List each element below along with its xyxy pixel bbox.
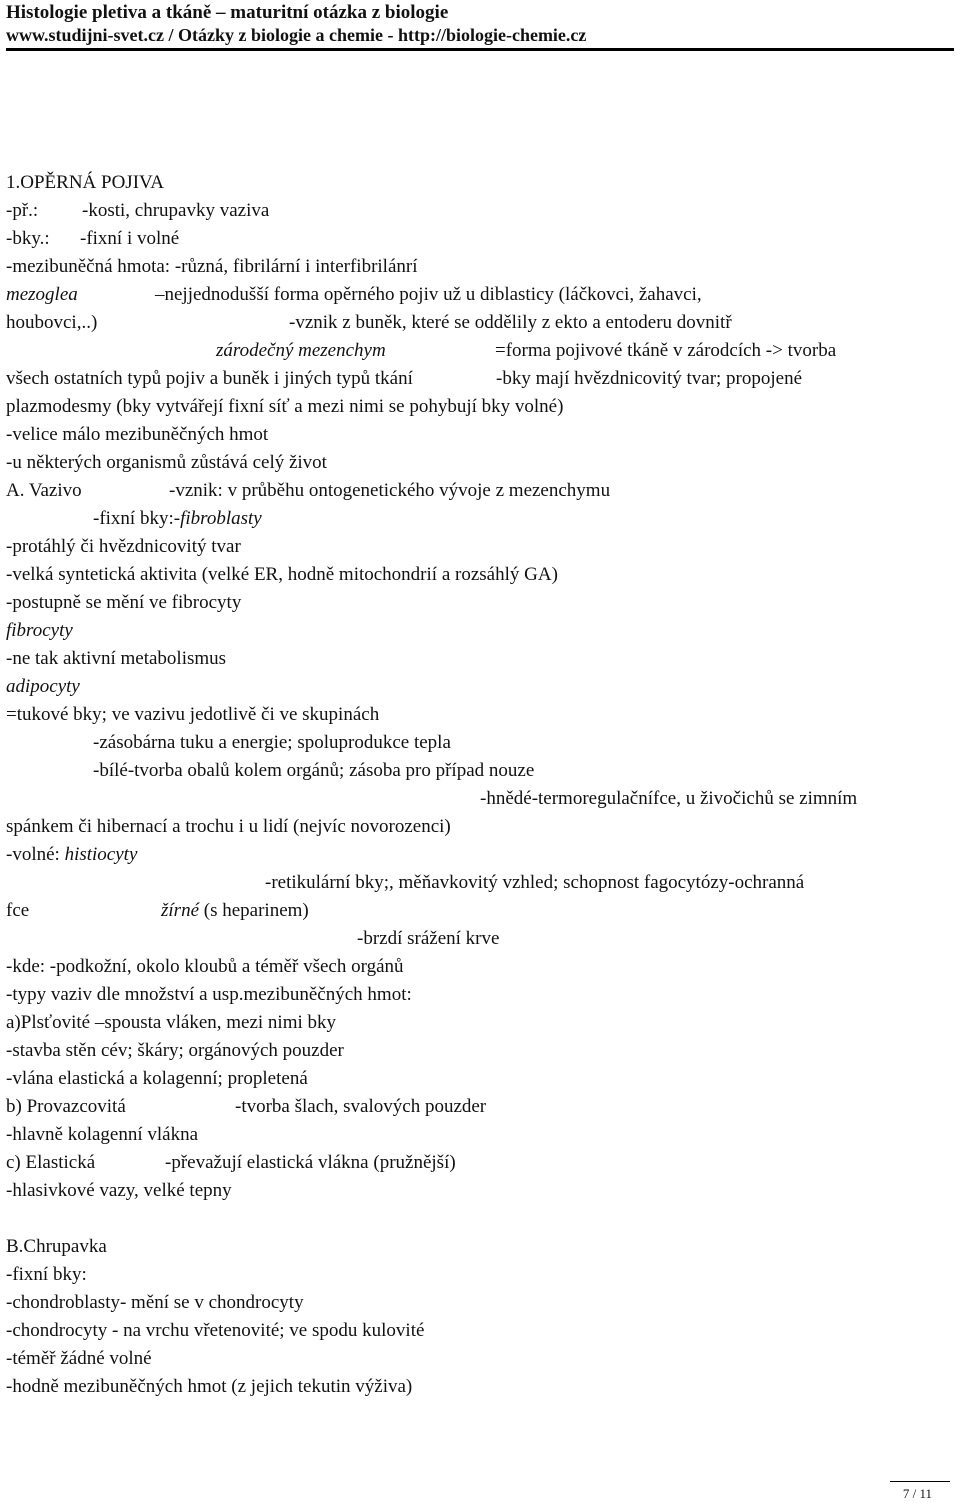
term-italic: mezoglea	[6, 284, 78, 305]
text-line: -hnědé-termoregulačnífce, u živočichů se zimním	[480, 788, 858, 809]
footer-divider	[890, 1481, 950, 1482]
text-line: -velice málo mezibuněčných hmot	[6, 424, 269, 445]
text-line: c) Elastická	[6, 1152, 96, 1173]
text-line: -fixní i volné	[80, 228, 180, 249]
text-line: -zásobárna tuku a energie; spoluprodukce tepla	[93, 732, 451, 753]
text-line: -chondroblasty- mění se v chondrocyty	[6, 1292, 304, 1313]
text-span: -fixní bky:-	[93, 508, 181, 529]
text-line: =forma pojivové tkáně v zárodcích -> tvorba	[495, 340, 837, 361]
term-italic: adipocyty	[6, 676, 80, 697]
text-line: houbovci,..)	[6, 312, 98, 333]
text-line: =tukové bky; ve vazivu jedotlivě či ve skupinách	[6, 704, 380, 725]
text-line: -vznik z buněk, které se oddělily z ekto a entoderu dovnitř	[289, 312, 732, 333]
text-line: a)Plsťovité –spousta vláken, mezi nimi bky	[6, 1012, 337, 1033]
page-number: 7 / 11	[902, 1486, 932, 1501]
text-line: -postupně se mění ve fibrocyty	[6, 592, 242, 613]
text-line	[161, 900, 309, 922]
text-line: -bílé-tvorba obalů kolem orgánů; zásoba pro případ nouze	[93, 760, 535, 781]
source-url: www.studijni-svet.cz / Otázky z biologie a chemie - http://biologie-chemie.cz	[6, 25, 587, 45]
text-line: spánkem či hibernací a trochu i u lidí (nejvíc novorozenci)	[6, 816, 451, 837]
term-italic: fibrocyty	[6, 620, 73, 641]
term-italic: zárodečný mezenchym	[216, 340, 386, 361]
text-line: -př.:	[6, 200, 39, 221]
text-line: -u některých organismů zůstává celý život	[6, 452, 327, 473]
text-span: (s heparinem)	[199, 900, 309, 921]
text-line: -téměř žádné volné	[6, 1348, 152, 1369]
text-line	[93, 508, 262, 530]
text-line: -kosti, chrupavky vaziva	[82, 200, 270, 221]
term-italic: žírné	[161, 900, 199, 921]
text-line: –nejjednodušší forma opěrného pojiv už u diblasticy (láčkovci, žahavci,	[155, 284, 702, 305]
text-line: -převažují elastická vlákna (pružnější)	[165, 1152, 456, 1173]
document-title: Histologie pletiva a tkáně – maturitní otázka z biologie	[6, 2, 449, 23]
section-heading: 1.OPĚRNÁ POJIVA	[6, 172, 165, 193]
text-line: -hlasivkové vazy, velké tepny	[6, 1180, 232, 1201]
text-line: -hlavně kolagenní vlákna	[6, 1124, 199, 1145]
text-span: -volné:	[6, 844, 65, 865]
text-line: -vznik: v průběhu ontogenetického vývoje z mezenchymu	[169, 480, 611, 501]
text-line: -chondrocyty - na vrchu vřetenovité; ve spodu kulovité	[6, 1320, 425, 1341]
term-italic: histiocyty	[64, 844, 138, 865]
text-line: -vlána elastická a kolagenní; propletená	[6, 1068, 308, 1089]
text-line: -velká syntetická aktivita (velké ER, hodně mitochondrií a rozsáhlý GA)	[6, 564, 558, 585]
text-line: -kde: -podkožní, okolo kloubů a téměř všech orgánů	[6, 956, 404, 977]
section-heading: A. Vazivo	[6, 480, 82, 501]
text-line	[6, 844, 137, 866]
section-heading: B.Chrupavka	[6, 1236, 107, 1257]
text-line: -mezibuněčná hmota: -různá, fibrilární i interfibrilánrí	[6, 256, 418, 277]
text-line: -typy vaziv dle množství a usp.mezibuněčných hmot:	[6, 984, 412, 1005]
text-line: -brzdí srážení krve	[357, 928, 500, 949]
text-line: plazmodesmy (bky vytvářejí fixní síť a mezi nimi se pohybují bky volné)	[6, 396, 564, 417]
text-line: -bky mají hvězdnicovitý tvar; propojené	[496, 368, 803, 389]
text-line: -retikulární bky;, měňavkovitý vzhled; schopnost fagocytózy-ochranná	[265, 872, 805, 893]
text-line: b) Provazcovitá	[6, 1096, 126, 1117]
text-line: -hodně mezibuněčných hmot (z jejich tekutin výživa)	[6, 1376, 413, 1397]
header-divider	[6, 48, 954, 51]
text-line: -fixní bky:	[6, 1264, 87, 1285]
text-line: -ne tak aktivní metabolismus	[6, 648, 227, 669]
text-line: -stavba stěn cév; škáry; orgánových pouzder	[6, 1040, 344, 1061]
text-line: -protáhlý či hvězdnicovitý tvar	[6, 536, 241, 557]
text-line: -tvorba šlach, svalových pouzder	[235, 1096, 487, 1117]
text-line: všech ostatních typů pojiv a buněk i jiných typů tkání	[6, 368, 413, 389]
text-line: fce	[6, 900, 30, 921]
term-italic: fibroblasty	[180, 508, 262, 529]
text-line: -bky.:	[6, 228, 50, 249]
